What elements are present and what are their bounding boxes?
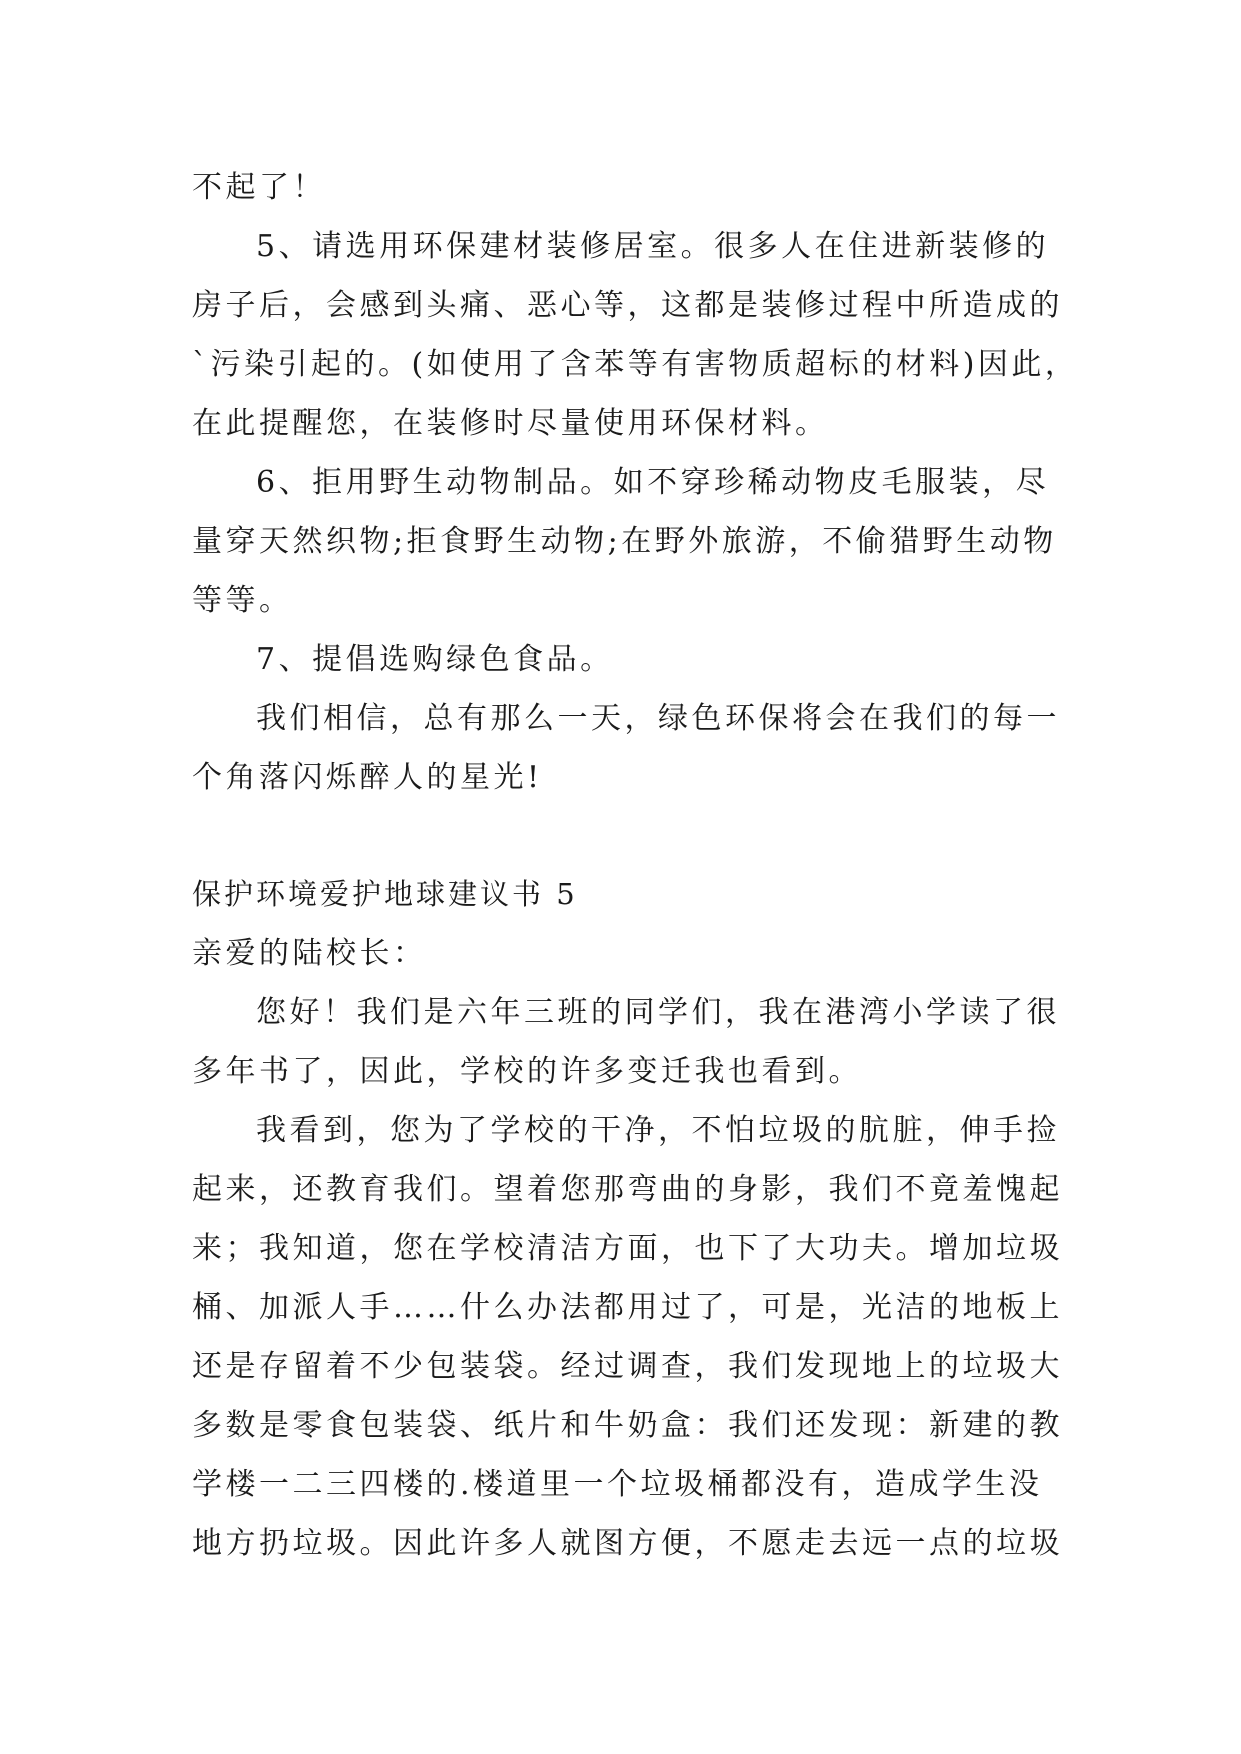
text-line: 学楼一二三四楼的.楼道里一个垃圾桶都没有，造成学生没 [192, 1467, 1043, 1502]
text-line: 房子后，会感到头痛、恶心等，这都是装修过程中所造成的 [192, 288, 1063, 323]
text-line: 多年书了，因此，学校的许多变迁我也看到。 [192, 1054, 862, 1089]
text-line: 个角落闪烁醉人的星光! [192, 760, 543, 795]
section-title: 保护环境爱护地球建议书 5 [192, 877, 578, 911]
essay-part-1 [192, 158, 1079, 807]
text-line: 5、请选用环保建材装修居室。很多人在住进新装修的 [256, 229, 1050, 264]
text-line: 我们相信，总有那么一天，绿色环保将会在我们的每一 [256, 701, 1060, 736]
greeting: 亲爱的陆校长： [192, 936, 427, 971]
text-line: `污染引起的。(如使用了含苯等有害物质超标的材料)因此， [192, 347, 1079, 382]
text-line: 我看到，您为了学校的干净，不怕垃圾的肮脏，伸手捡 [256, 1113, 1060, 1148]
text-line: 量穿天然织物;拒食野生动物;在野外旅游，不偷猎野生动物 [192, 524, 1057, 559]
text-line: 起来，还教育我们。望着您那弯曲的身影，我们不竟羞愧起 [192, 1172, 1063, 1207]
text-line: 多数是零食包装袋、纸片和牛奶盒：我们还发现：新建的教 [192, 1408, 1063, 1443]
text-line: 还是存留着不少包装袋。经过调查，我们发现地上的垃圾大 [192, 1349, 1063, 1384]
text-line: 地方扔垃圾。因此许多人就图方便，不愿走去远一点的垃圾 [192, 1526, 1063, 1561]
text-line: 在此提醒您，在装修时尽量使用环保材料。 [192, 406, 829, 441]
text-line: 7、提倡选购绿色食品。 [256, 642, 614, 677]
text-line: 来；我知道，您在学校清洁方面，也下了大功夫。增加垃圾 [192, 1231, 1063, 1266]
text-line: 等等。 [192, 583, 293, 618]
document-body [192, 158, 1079, 1573]
section-spacer [192, 807, 1062, 865]
essay-part-2 [192, 983, 1062, 1573]
text-line: 您好！我们是六年三班的同学们，我在港湾小学读了很 [256, 995, 1060, 1030]
text-line: 不起了！ [192, 170, 326, 205]
text-line: 6、拒用野生动物制品。如不穿珍稀动物皮毛服装，尽 [256, 465, 1050, 500]
text-line: 桶、加派人手……什么办法都用过了，可是，光洁的地板上 [192, 1290, 1063, 1325]
